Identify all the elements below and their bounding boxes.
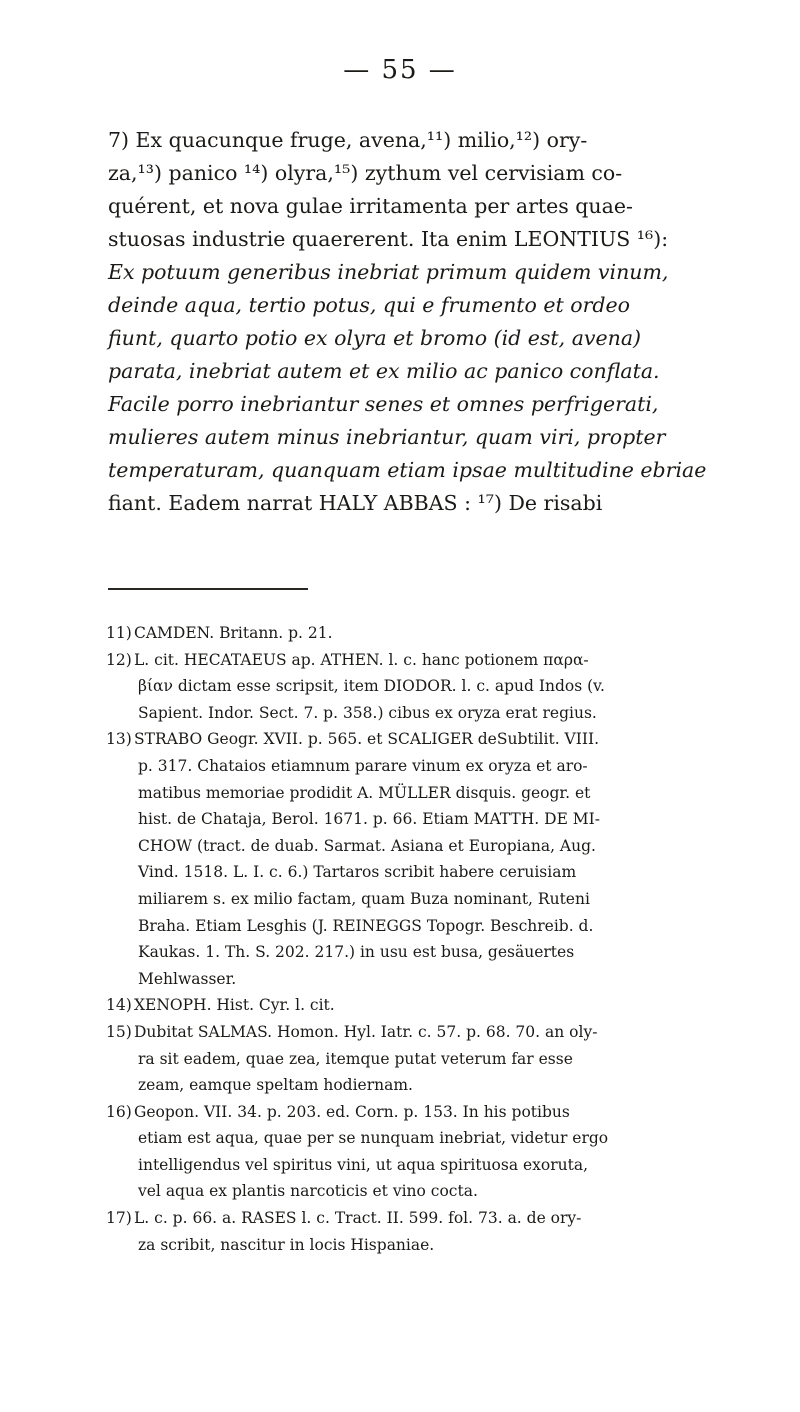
footnote-text: Braha. Etiam Lesghis (J. REINEGGS Topogr. Beschreib. d.: [138, 916, 594, 935]
footnote-text: matibus memoriae prodidit A. MÜLLER disquis. geogr. et: [138, 783, 591, 802]
footnote-text: CAMDEN. Britann. p. 21.: [134, 624, 333, 642]
footnote-label: 17): [106, 1209, 132, 1228]
footnote-label: 14): [106, 996, 132, 1015]
text-line: deinde aqua, tertio potus, qui e frumento et ordeo: [108, 293, 630, 317]
footnote-text: ra sit eadem, quae zea, itemque putat veterum far esse: [138, 1049, 573, 1068]
footnotes: [106, 620, 746, 1258]
footnote-text: CHOW (tract. de duab. Sarmat. Asiana et Europiana, Aug.: [138, 836, 596, 855]
footnote-text: Geopon. VII. 34. p. 203. ed. Corn. p. 153. In his potibus: [134, 1102, 570, 1121]
footnote-text: vel aqua ex plantis narcoticis et vino cocta.: [138, 1182, 478, 1201]
footnote-text: L. c. p. 66. a. RASES l. c. Tract. II. 599. fol. 73. a. de ory-: [134, 1209, 582, 1228]
footnote-divider: [108, 588, 308, 590]
footnote-12: [106, 647, 746, 727]
footnote-text: Mehlwasser.: [138, 969, 237, 988]
footnote-text: Kaukas. 1. Th. S. 202. 217.) in usu est busa, gesäuertes: [138, 943, 575, 962]
footnote-label: 16): [106, 1102, 132, 1121]
footnote-text: STRABO Geogr. XVII. p. 565. et SCALIGER deSubtilit. VIII.: [134, 730, 600, 749]
footnote-11: [106, 620, 746, 647]
footnote-text: Vind. 1518. L. I. c. 6.) Tartaros scribit habere ceruisiam: [138, 863, 577, 882]
footnote-text: miliarem s. ex milio factam, quam Buza nominant, Ruteni: [138, 889, 590, 908]
text-line: quérent, et nova gulae irritamenta per artes quae-: [108, 194, 633, 218]
page-number: — 55 —: [343, 55, 457, 85]
footnote-text: XENOPH. Hist. Cyr. l. cit.: [134, 996, 335, 1015]
footnote-label: 15): [106, 1022, 132, 1041]
text-line: stuosas industrie quaererent. Ita enim LEONTIUS ¹⁶):: [108, 227, 669, 251]
footnote-text: Sapient. Indor. Sect. 7. p. 358.) cibus ex oryza erat regius.: [138, 703, 597, 722]
footnote-label: 11): [106, 624, 132, 642]
text-line: 7) Ex quacunque fruge, avena,¹¹) milio,¹²) ory-: [108, 128, 588, 152]
text-line: mulieres autem minus inebriantur, quam viri, propter: [108, 425, 666, 449]
footnote-text: βίαν dictam esse scripsit, item DIODOR. l. c. apud Indos (v.: [138, 677, 605, 696]
footnote-17: [106, 1205, 746, 1258]
footnote-text: hist. de Chataja, Berol. 1671. p. 66. Etiam MATTH. DE MI-: [138, 810, 601, 829]
footnote-label: 13): [106, 730, 132, 749]
footnote-15: [106, 1019, 746, 1099]
text-line: temperaturam, quanquam etiam ipsae multitudine ebriae: [108, 458, 707, 482]
main-text: [108, 124, 738, 520]
footnote-text: intelligendus vel spiritus vini, ut aqua spirituosa exoruta,: [138, 1155, 589, 1174]
footnote-13: [106, 726, 746, 992]
text-line: parata, inebriat autem et ex milio ac panico conflata.: [108, 359, 660, 383]
footnote-text: L. cit. HECATAEUS ap. ATHEN. l. c. hanc potionem παρα-: [134, 650, 589, 669]
footnote-14: [106, 992, 746, 1019]
footnote-text: p. 317. Chataios etiamnum parare vinum ex oryza et aro-: [138, 756, 588, 775]
text-line: fiunt, quarto potio ex olyra et bromo (id est, avena): [108, 326, 642, 350]
footnote-16: [106, 1099, 746, 1205]
text-line: fiant. Eadem narrat HALY ABBAS : ¹⁷) De risabi: [108, 491, 603, 515]
footnote-text: zeam, eamque speltam hodiernam.: [138, 1076, 413, 1095]
footnote-text: za scribit, nascitur in locis Hispaniae.: [138, 1235, 435, 1254]
footnote-text: etiam est aqua, quae per se nunquam inebriat, videtur ergo: [138, 1129, 609, 1148]
text-line: Ex potuum generibus inebriat primum quidem vinum,: [108, 260, 669, 284]
text-line: za,¹³) panico ¹⁴) olyra,¹⁵) zythum vel cervisiam co-: [108, 161, 623, 185]
text-line: Facile porro inebriantur senes et omnes perfrigerati,: [108, 392, 659, 416]
footnote-label: 12): [106, 650, 132, 669]
footnote-text: Dubitat SALMAS. Homon. Hyl. Iatr. c. 57. p. 68. 70. an oly-: [134, 1022, 598, 1041]
